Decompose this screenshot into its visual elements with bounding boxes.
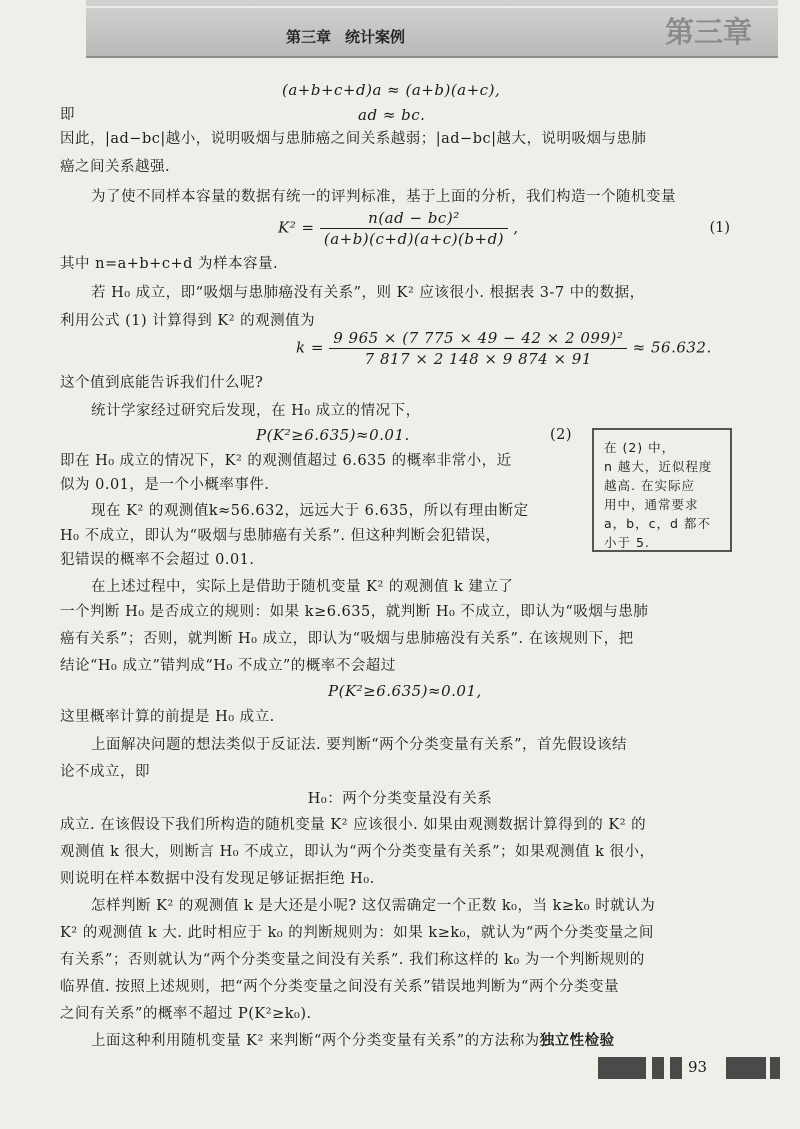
text-line: 为了使不同样本容量的数据有统一的评判标准，基于上面的分析，我们构造一个随机变量 xyxy=(91,189,676,205)
footer-bar xyxy=(652,1057,664,1079)
equation-number: (2) xyxy=(550,427,573,443)
text-line: 若 H₀ 成立，即“吸烟与患肺癌没有关系”，则 K² 应该很小. 根据表 3-7 中的数据， xyxy=(91,285,645,301)
text-line: 即 xyxy=(60,107,75,123)
text-line: 一个判断 H₀ 是否成立的规则：如果 k≥6.635，就判断 H₀ 不成立，即认为“吸烟与患肺 xyxy=(60,604,649,620)
footer-bar xyxy=(770,1057,780,1079)
text-line: 癌之间关系越强. xyxy=(60,159,171,175)
equation-3: P(K²≥6.635)≈0.01. xyxy=(256,426,410,444)
eq1-tail: , xyxy=(513,218,519,237)
text-line xyxy=(91,1031,615,1051)
chapter-badge: 第三章 xyxy=(664,15,752,49)
text-line: 似为 0.01，是一个小概率事件. xyxy=(60,477,270,493)
closing-sentence: 上面这种利用随机变量 K² 来判断“两个分类变量有关系”的方法称为 xyxy=(91,1033,540,1049)
eq2-fraction xyxy=(329,328,627,369)
text-line: 成立. 在该假设下我们所构造的随机变量 K² 应该很小. 如果由观测数据计算得到的 K² 的 xyxy=(60,817,647,833)
header-title xyxy=(286,26,419,47)
text-line: 观测值 k 很大，则断言 H₀ 不成立，即认为“两个分类变量有关系”；如果观测值 k 很小， xyxy=(60,844,655,860)
note-line: 小于 5. xyxy=(604,535,650,550)
text-line: 现在 K² 的观测值k≈56.632，远远大于 6.635，所以有理由断定 xyxy=(91,503,529,519)
text-line: 利用公式 (1) 计算得到 K² 的观测值为 xyxy=(60,313,316,329)
eq1-numerator: n(ad − bc)² xyxy=(320,208,508,229)
text-line: 论不成立，即 xyxy=(60,764,150,780)
note-line: 用中，通常要求 xyxy=(604,497,699,512)
text-line: 上面解决问题的想法类似于反证法. 要判断“两个分类变量有关系”，首先假设该结 xyxy=(91,737,628,753)
eq2-numerator: 9 965 × (7 775 × 49 − 42 × 2 099)² xyxy=(329,328,627,349)
text-line: 这个值到底能告诉我们什么呢? xyxy=(60,375,264,391)
text-line: 结论“H₀ 成立”错判成“H₀ 不成立”的概率不会超过 xyxy=(60,658,396,674)
header-stripe xyxy=(86,6,778,8)
eq2-denominator: 7 817 × 2 148 × 9 874 × 91 xyxy=(364,350,592,368)
equation-line: ad ≈ bc. xyxy=(358,106,426,124)
note-line: a，b，c，d 都不 xyxy=(604,516,711,531)
key-term: 独立性检验 xyxy=(539,1033,615,1049)
eq2-left: k = xyxy=(296,338,324,357)
footer-bar xyxy=(726,1057,766,1079)
header-chapter: 第三章 xyxy=(286,28,332,46)
text-line: 其中 n=a+b+c+d 为样本容量. xyxy=(60,256,279,272)
text-line: 则说明在样本数据中没有发现足够证据拒绝 H₀. xyxy=(60,871,375,887)
note-line: 越高. 在实际应 xyxy=(604,478,695,493)
text-line: 有关系”；否则就认为“两个分类变量之间没有关系”. 我们称这样的 k₀ 为一个判断规则的 xyxy=(60,952,645,968)
eq1-fraction xyxy=(320,208,508,249)
equation-line: (a+b+c+d)a ≈ (a+b)(a+c), xyxy=(282,81,501,99)
text-line: 犯错误的概率不会超过 0.01. xyxy=(60,552,255,568)
text-line: 之间有关系”的概率不超过 P(K²≥k₀). xyxy=(60,1006,312,1022)
eq1-left: K² = xyxy=(278,218,315,237)
equation-4: P(K²≥6.635)≈0.01, xyxy=(328,682,482,700)
eq1-denominator: (a+b)(c+d)(a+c)(b+d) xyxy=(323,230,505,248)
text-line: 临界值. 按照上述规则，把“两个分类变量之间没有关系”错误地判断为“两个分类变量 xyxy=(60,979,619,995)
text-line: H₀ 不成立，即认为“吸烟与患肺癌有关系”. 但这种判断会犯错误， xyxy=(60,528,501,544)
text-line: 这里概率计算的前提是 H₀ 成立. xyxy=(60,709,275,725)
text-line: 怎样判断 K² 的观测值 k 是大还是小呢? 这仅需确定一个正数 k₀，当 k≥k₀ 时就认为 xyxy=(91,898,656,914)
text-line: 在上述过程中，实际上是借助于随机变量 K² 的观测值 k 建立了 xyxy=(91,579,514,595)
margin-note xyxy=(592,428,732,552)
text-line: 即在 H₀ 成立的情况下，K² 的观测值超过 6.635 的概率非常小，近 xyxy=(60,453,512,469)
hypothesis-line: H₀：两个分类变量没有关系 xyxy=(307,791,493,807)
equation-2 xyxy=(296,328,712,369)
page-header xyxy=(86,0,778,58)
note-line: n 越大，近似程度 xyxy=(604,459,713,474)
note-line: 在 (2) 中， xyxy=(604,440,676,455)
equation-number: (1) xyxy=(709,220,730,236)
text-line: 癌有关系”；否则，就判断 H₀ 成立，即认为“吸烟与患肺癌没有关系”. 在该规则下，把 xyxy=(60,631,634,647)
text-line: K² 的观测值 k 大. 此时相应于 k₀ 的判断规则为：如果 k≥k₀，就认为“两个分类变量之间 xyxy=(60,925,654,941)
text-line: 统计学家经过研究后发现，在 H₀ 成立的情况下， xyxy=(91,403,421,419)
footer-bar xyxy=(670,1057,682,1079)
equation-1 xyxy=(278,208,519,249)
text-line: 因此，|ad−bc|越小，说明吸烟与患肺癌之间关系越弱；|ad−bc|越大，说明吸烟与患肺 xyxy=(60,131,647,147)
eq2-tail: ≈ 56.632. xyxy=(632,338,712,357)
page-number: 93 xyxy=(688,1058,708,1076)
footer-bar xyxy=(598,1057,646,1079)
header-section: 统计案例 xyxy=(345,28,406,46)
